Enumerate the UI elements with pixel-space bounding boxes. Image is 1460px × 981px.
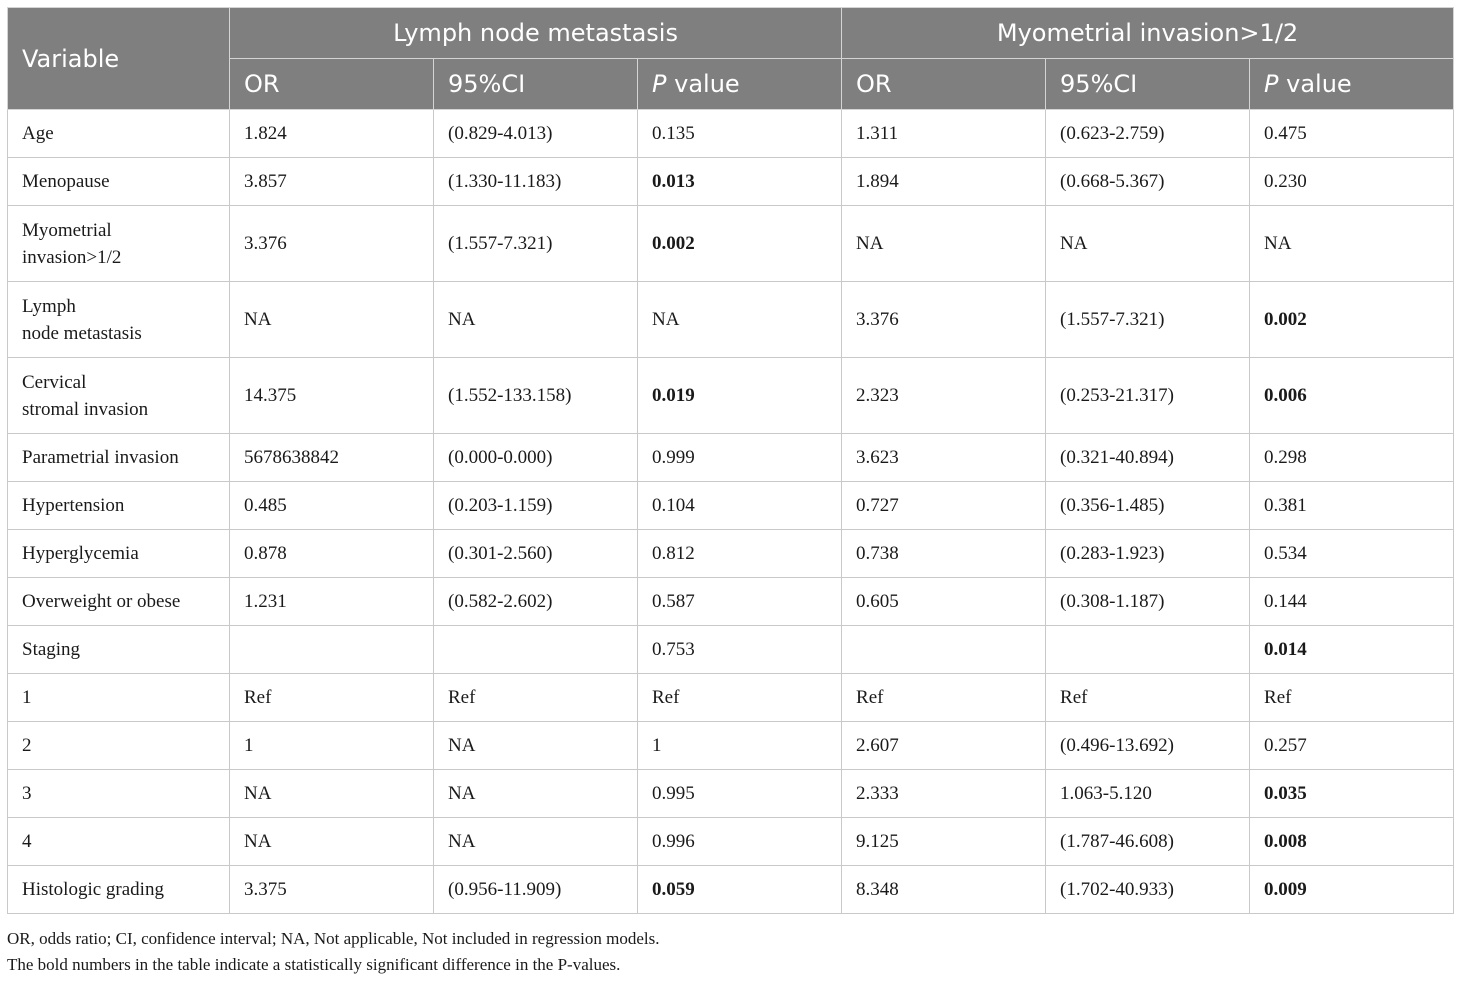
cell-ci: (0.356-1.485) (1046, 482, 1250, 530)
cell-ci: 1.063-5.120 (1046, 770, 1250, 818)
cell-ci: (0.308-1.187) (1046, 578, 1250, 626)
cell-p-value: 0.019 (638, 358, 842, 434)
cell-ci: (0.668-5.367) (1046, 158, 1250, 206)
cell-p-value: 0.014 (1250, 626, 1454, 674)
cell-or: 1.824 (230, 110, 434, 158)
table-body (8, 110, 1454, 914)
cell-variable (8, 358, 230, 434)
cell-p-value: 0.753 (638, 626, 842, 674)
cell-ci: NA (434, 818, 638, 866)
cell-p-value: 0.999 (638, 434, 842, 482)
cell-p-value: 0.013 (638, 158, 842, 206)
header-p-italic: P (652, 70, 667, 98)
cell-or: NA (842, 206, 1046, 282)
cell-variable: 2 (8, 722, 230, 770)
cell-or: 0.485 (230, 482, 434, 530)
cell-or: 14.375 (230, 358, 434, 434)
cell-ci: (0.582-2.602) (434, 578, 638, 626)
cell-or: Ref (842, 674, 1046, 722)
cell-or: 0.878 (230, 530, 434, 578)
cell-ci: NA (434, 722, 638, 770)
cell-variable: Hypertension (8, 482, 230, 530)
cell-or: 8.348 (842, 866, 1046, 914)
cell-ci: (1.702-40.933) (1046, 866, 1250, 914)
cell-variable: Age (8, 110, 230, 158)
cell-p-value: 0.006 (1250, 358, 1454, 434)
cell-ci: (0.623-2.759) (1046, 110, 1250, 158)
footnote-bold: The bold numbers in the table indicate a statistically significant difference in the P-values. (7, 955, 621, 974)
table-row (8, 866, 1454, 914)
table-row (8, 722, 1454, 770)
cell-variable: Parametrial invasion (8, 434, 230, 482)
cell-ci: NA (434, 770, 638, 818)
cell-ci: (0.829-4.013) (434, 110, 638, 158)
cell-variable: 1 (8, 674, 230, 722)
cell-ci: NA (434, 282, 638, 358)
cell-or: 0.605 (842, 578, 1046, 626)
header-ci: 95%CI (1046, 59, 1250, 110)
cell-ci: (0.253-21.317) (1046, 358, 1250, 434)
header-variable: Variable (8, 8, 230, 110)
cell-or: 1.311 (842, 110, 1046, 158)
cell-ci (434, 626, 638, 674)
cell-p-value: 0.002 (1250, 282, 1454, 358)
table-header (8, 8, 1454, 110)
cell-variable: 3 (8, 770, 230, 818)
cell-or: 2.323 (842, 358, 1046, 434)
table-row (8, 434, 1454, 482)
table-row (8, 206, 1454, 282)
cell-ci: (1.557-7.321) (434, 206, 638, 282)
cell-ci: NA (1046, 206, 1250, 282)
cell-or (230, 626, 434, 674)
cell-variable: Histologic grading (8, 866, 230, 914)
cell-variable: 4 (8, 818, 230, 866)
cell-or: 3.623 (842, 434, 1046, 482)
cell-p-value: 0.534 (1250, 530, 1454, 578)
cell-variable-line: invasion>1/2 (22, 246, 122, 268)
cell-ci: (1.787-46.608) (1046, 818, 1250, 866)
cell-p-value: 1 (638, 722, 842, 770)
cell-p-value: 0.135 (638, 110, 842, 158)
cell-ci: Ref (1046, 674, 1250, 722)
header-p-value (638, 59, 842, 110)
cell-variable: Menopause (8, 158, 230, 206)
header-p-value (1250, 59, 1454, 110)
cell-variable: Hyperglycemia (8, 530, 230, 578)
cell-ci: (0.283-1.923) (1046, 530, 1250, 578)
cell-variable (8, 282, 230, 358)
table-container (7, 7, 1453, 914)
table-row (8, 818, 1454, 866)
table-row (8, 158, 1454, 206)
cell-or: NA (230, 282, 434, 358)
header-p-rest: value (666, 70, 740, 98)
cell-p-value: 0.059 (638, 866, 842, 914)
cell-ci: Ref (434, 674, 638, 722)
cell-p-value: Ref (638, 674, 842, 722)
cell-or: 1 (230, 722, 434, 770)
cell-ci: (0.301-2.560) (434, 530, 638, 578)
cell-or: 3.376 (230, 206, 434, 282)
cell-variable: Overweight or obese (8, 578, 230, 626)
cell-p-value: 0.104 (638, 482, 842, 530)
cell-ci: (1.330-11.183) (434, 158, 638, 206)
cell-or: NA (230, 818, 434, 866)
cell-or: 3.376 (842, 282, 1046, 358)
cell-or: 3.375 (230, 866, 434, 914)
cell-p-value: 0.995 (638, 770, 842, 818)
cell-variable-line: Cervical (22, 371, 87, 393)
cell-variable-line: Myometrial (22, 219, 112, 241)
cell-or (842, 626, 1046, 674)
cell-p-value: 0.008 (1250, 818, 1454, 866)
header-p-italic: P (1264, 70, 1279, 98)
cell-p-value: 0.144 (1250, 578, 1454, 626)
table-row (8, 626, 1454, 674)
table-row (8, 578, 1454, 626)
table-row (8, 110, 1454, 158)
cell-variable: Staging (8, 626, 230, 674)
footnote-abbreviations: OR, odds ratio; CI, confidence interval; NA, Not applicable, Not included in regression models. (7, 929, 660, 948)
header-or: OR (842, 59, 1046, 110)
cell-variable-line: Lymph (22, 295, 76, 317)
cell-p-value: 0.035 (1250, 770, 1454, 818)
cell-or: 0.727 (842, 482, 1046, 530)
cell-variable-line: node metastasis (22, 322, 142, 344)
cell-p-value: 0.298 (1250, 434, 1454, 482)
cell-p-value: 0.257 (1250, 722, 1454, 770)
cell-or: 0.738 (842, 530, 1046, 578)
table-row (8, 530, 1454, 578)
cell-p-value: 0.002 (638, 206, 842, 282)
cell-p-value: 0.381 (1250, 482, 1454, 530)
cell-p-value: NA (1250, 206, 1454, 282)
regression-table (7, 7, 1454, 914)
table-row (8, 770, 1454, 818)
cell-p-value: Ref (1250, 674, 1454, 722)
cell-p-value: 0.009 (1250, 866, 1454, 914)
header-group-myometrial: Myometrial invasion>1/2 (842, 8, 1454, 59)
cell-or: 9.125 (842, 818, 1046, 866)
cell-ci (1046, 626, 1250, 674)
cell-ci: (0.000-0.000) (434, 434, 638, 482)
cell-or: 3.857 (230, 158, 434, 206)
cell-or: 2.333 (842, 770, 1046, 818)
cell-p-value: 0.996 (638, 818, 842, 866)
cell-or: 1.894 (842, 158, 1046, 206)
cell-ci: (0.203-1.159) (434, 482, 638, 530)
table-row (8, 282, 1454, 358)
cell-ci: (1.557-7.321) (1046, 282, 1250, 358)
cell-or: Ref (230, 674, 434, 722)
cell-p-value: NA (638, 282, 842, 358)
cell-p-value: 0.812 (638, 530, 842, 578)
header-ci: 95%CI (434, 59, 638, 110)
table-row (8, 358, 1454, 434)
table-row (8, 674, 1454, 722)
cell-ci: (1.552-133.158) (434, 358, 638, 434)
cell-p-value: 0.587 (638, 578, 842, 626)
cell-p-value: 0.475 (1250, 110, 1454, 158)
cell-or: 1.231 (230, 578, 434, 626)
header-or: OR (230, 59, 434, 110)
header-p-rest: value (1278, 70, 1352, 98)
cell-variable-line: stromal invasion (22, 398, 149, 420)
cell-or: 5678638842 (230, 434, 434, 482)
cell-variable (8, 206, 230, 282)
cell-ci: (0.321-40.894) (1046, 434, 1250, 482)
table-row (8, 482, 1454, 530)
cell-ci: (0.496-13.692) (1046, 722, 1250, 770)
cell-or: 2.607 (842, 722, 1046, 770)
cell-p-value: 0.230 (1250, 158, 1454, 206)
cell-ci: (0.956-11.909) (434, 866, 638, 914)
table-footnotes (7, 926, 659, 978)
cell-or: NA (230, 770, 434, 818)
header-group-lymph-node: Lymph node metastasis (230, 8, 842, 59)
